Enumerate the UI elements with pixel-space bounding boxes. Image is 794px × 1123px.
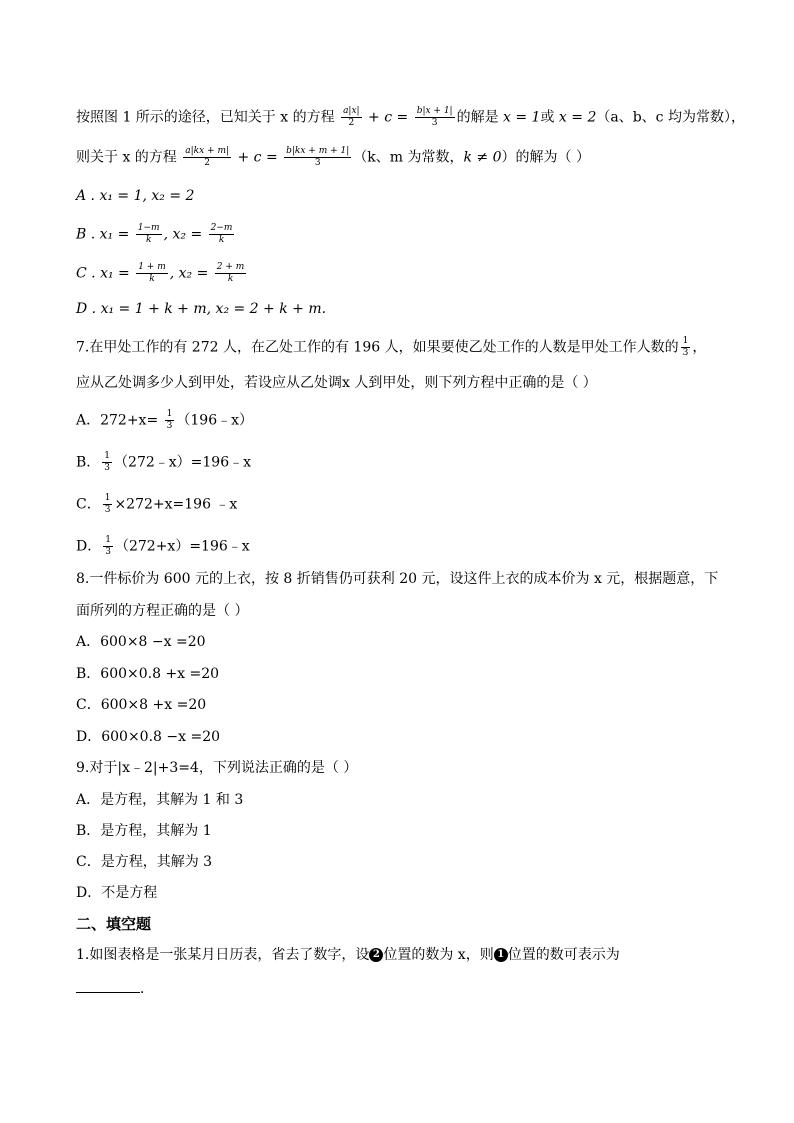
q6-stem-text: 按照图 1 所示的途径，已知关于 x 的方程 bbox=[76, 109, 335, 126]
q7-one-third: $\frac{1}{3}$ bbox=[682, 336, 689, 358]
q6-solution-a: x = 1 bbox=[503, 109, 541, 126]
q6-eq1-mid: + c = bbox=[363, 109, 413, 126]
q9-option-d: D．不是方程 bbox=[76, 885, 158, 901]
q6-eq1-lhs-fraction: $\frac{a|x|}{2}$ bbox=[343, 106, 360, 128]
q7-option-d: D． $\frac{1}{3}$ （272+x）=196﹣x bbox=[76, 535, 250, 557]
answer-blank[interactable] bbox=[76, 978, 140, 993]
q6-option-a: A . x₁ = 1, x₂ = 2 bbox=[76, 188, 195, 204]
q7-stem-line1: 7.在甲处工作的有 272 人，在乙处工作的有 196 人，如果要使乙处工作的人数是甲处工作人数的 $\frac{1}{3}$ ， bbox=[76, 336, 707, 358]
q6-eq2-rhs-fraction: $\frac{b|kx + m + 1|}{3}$ bbox=[286, 146, 350, 168]
section-heading-fill-in: 二、填空题 bbox=[76, 915, 152, 933]
q7-option-a: A．272+x= $\frac{1}{3}$ （196﹣x） bbox=[76, 409, 253, 431]
q6-eq1-rhs-fraction: $\frac{b|x + 1|}{3}$ bbox=[416, 106, 453, 128]
q8-stem-line2: 面所列的方程正确的是（ ） bbox=[76, 603, 249, 619]
circled-2-marker: 2 bbox=[369, 948, 383, 962]
circled-1-marker: 1 bbox=[494, 948, 508, 962]
q8-option-a: A．600×8 −x =20 bbox=[76, 634, 206, 650]
q7-stem-line2: 应从乙处调多少人到甲处，若设应从乙处调x 人到甲处，则下列方程中正确的是（ ） bbox=[76, 375, 597, 391]
q8-option-b: B．600×0.8 +x =20 bbox=[76, 666, 220, 682]
q7-option-c: C． $\frac{1}{3}$ ×272+x=196 ﹣x bbox=[76, 493, 238, 515]
q6-option-b: B . x₁ = $\frac{1-m}{k}$ , x₂ = $\frac{2-m}{k}$ bbox=[76, 223, 233, 245]
q7-option-b: B． $\frac{1}{3}$ （272﹣x）=196﹣x bbox=[76, 451, 251, 473]
q8-option-d: D．600×0.8 −x =20 bbox=[76, 729, 221, 745]
q9-option-a: A．是方程，其解为 1 和 3 bbox=[76, 792, 244, 808]
q9-option-c: C．是方程，其解为 3 bbox=[76, 854, 213, 870]
q6-eq2-lhs-fraction: $\frac{a|kx + m|}{2}$ bbox=[185, 146, 230, 168]
s2-q1-answer-line: ． bbox=[76, 978, 734, 999]
q8-stem-line1: 8.一件标价为 600 元的上衣，按 8 折销售仍可获利 20 元，设这件上衣的成本价为 x 元，根据题意，下 bbox=[76, 571, 719, 587]
q6-stem-line1: 按照图 1 所示的途径，已知关于 x 的方程 $\frac{a|x|}{2}$ + c = $\frac{b|x + 1|}{3}$ 的解是 x = 1或 x = 2（a、b、c 均为常数）， bbox=[76, 106, 745, 128]
q6-stem-line2: 则关于 x 的方程 $\frac{a|kx + m|}{2}$ + c = $\frac{b|kx + m + 1|}{3}$ （k、m 为常数，k ≠ 0）的解为（ ） bbox=[76, 146, 590, 168]
q9-stem: 9.对于|x﹣2|+3=4，下列说法正确的是（ ） bbox=[76, 760, 358, 776]
q9-option-b: B．是方程，其解为 1 bbox=[76, 823, 212, 839]
q6-option-d: D . x₁ = 1 + k + m, x₂ = 2 + k + m. bbox=[76, 301, 327, 317]
s2-q1-stem: 1.如图表格是一张某月日历表，省去了数字，设 2 位置的数为 x，则 1 位置的数可表示为 bbox=[76, 947, 620, 963]
q6-option-c: C . x₁ = $\frac{1 + m}{k}$ , x₂ = $\frac{2 + m}{k}$ bbox=[76, 262, 245, 284]
q8-option-c: C．600×8 +x =20 bbox=[76, 697, 207, 713]
q6-solution-b: x = 2 bbox=[558, 109, 597, 126]
